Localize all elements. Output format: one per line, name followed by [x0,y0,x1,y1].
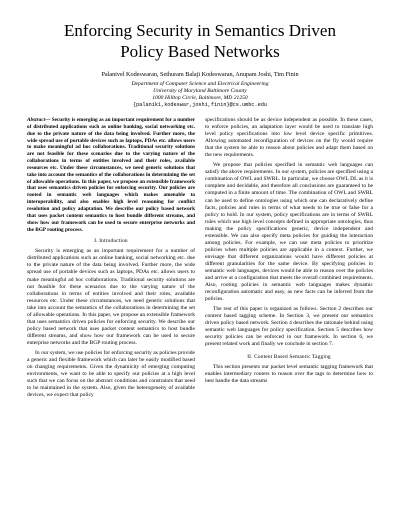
right-column [205,117,373,399]
intro-paragraph: In our system, we use policies for enforcing security as policies provide a generic and flexible framework which can later be easily modified based on changing requirements. Given the dynamicity of emerging computing environments, we want to be able to specify our policies at a high level such that we can focus on the abstract conditions and constraints that need to be maintained in the system. Also, given the heterogeneity of available devices, we expect that policy [27,350,195,399]
author-list: Palanivel Kodeswaran, Sethuram Balaji Kodeswaran, Anupam Joshi, Tim Finin [101,71,299,78]
body-paragraph: This section presents our packet level semantic tagging framework that enables intermediary routers to reason over the tags to determine how to best handle the data streams [205,363,373,384]
body-paragraph: We propose that policies specified in semantic web languages can satisfy the above requirements. In our system, policies are specified using a combination of OWL and SWRL. In particular, we choose OWL DL as it is complete and decidable, and therefore all conclusions are guaranteed to be computed in a finite amount of time. The combination of OWL and SWRL can be used to define ontologies using which one can declaratively define facts, policies and rules in terms of what needs to be true or false for a policy to hold. In our system, policy specifications are in terms of SWRL rules which use high level concepts defined in appropriate ontologies, thus making the policy specifications generic, device independent and extensible. We can also specify meta policies for guiding the interaction among policies. For example, we can use meta policies to prioritize policies when multiple policies are applicable in a context. Further, we envisage that different organizations would have different policies at different granularities for the same device. By specifying policies in semantic web languages, devices would be able to reason over the policies and arrive at a configuration that meets the overall combined requirements. Also, rooting policies in semantic web languages makes dynamic reconfiguration automatic and easy, as new facts can be inferred from the policies. [205,162,373,303]
paper-title: Enforcing Security in Semantics Driven Policy Based Networks [64,21,336,61]
affiliation-department: Department of Computer Science and Electrical Engineering [131,81,269,87]
body-paragraph: specifications should be as device independent as possible. In these cases, to enforce policies, an adaptation layer would be used to translate high level policy specifications into low level device specific primitives. Allowing automated reconfiguration of devices on the fly would require that the system be able to reason about policies and adapt them based on the new requirements. [205,117,373,159]
abstract [27,117,195,233]
affiliation-address: 1000 Hilltop Circle, Baltimore, MD 21250 [152,95,248,101]
left-column [27,117,195,399]
affiliation-university: University of Maryland Baltimore County [153,88,247,94]
body-paragraph: The rest of this paper is organized as follows. Section 2 describes our content based tagging scheme. In Section 3, we present our semantics driven policy based network. Section 4 describes the rationale behind using semantic web languages for policy specification. Section 5 describes how security policies can be enforced in our framework. In section 6, we present related work and finally we conclude in section 7. [205,306,373,348]
section-heading-tagging: II. Content Based Semantic Tagging [247,353,331,360]
section-heading-introduction: I. Introduction [94,238,128,245]
abstract-label: Abstract [27,117,46,123]
author-emails: {palanik1,kodeswar,joshi,finin}@cs.umbc.edu [133,102,267,108]
intro-paragraph: Security is emerging as an important requirement for a number of distributed applications such as online banking, social networking etc. due to the private nature of the data being involved. Further more, the wide spread use of portable devices such as laptops, PDAs etc. allows users to make meaningful ad hoc collaborations. Traditional security solutions are not feasible for these scenarios due to the varying nature of the collaborations in terms of entities involved and their roles, available resources etc. Under these circumstances, we need generic solutions that take into account the semantics of the collaborations in determining the set of allowable operations. In this paper, we propose an extensible framework that uses semantics driven policies for enforcing security. We describe our policy based network that uses packet content semantics to host bundle different streams, and show how our framework can be used to secure enterprise networks and the BGP routing process. [27,248,195,346]
abstract-text: — Security is emerging as an important requirement for a number of distributed applications such as online banking, social networking etc. due to the private nature of the data being involved. Further more, the wide spread use of portable devices such as laptops, PDAs etc. allows users to make meaningful ad hoc collaborations. Traditional security solutions are not feasible for these scenarios due to the varying nature of the collaborations in terms of entities involved and their roles, available resources etc. Under these circumstances, we need generic solutions that take into account the semantics of the collaborations in determining the set of allowable operations. In this paper, we propose an extensible framework that uses semantics driven policies for enforcing security. Our policies are rooted in semantic web languages which makes amenable to interoperability, and also enables high level reasoning for conflict resolution and policy adaptation. We describe our policy based network that uses packet content semantics to host bundle different streams, and show how our framework can be used to secure enterprise networks and the BGP routing process. [27,117,195,233]
two-column-body [27,117,373,399]
